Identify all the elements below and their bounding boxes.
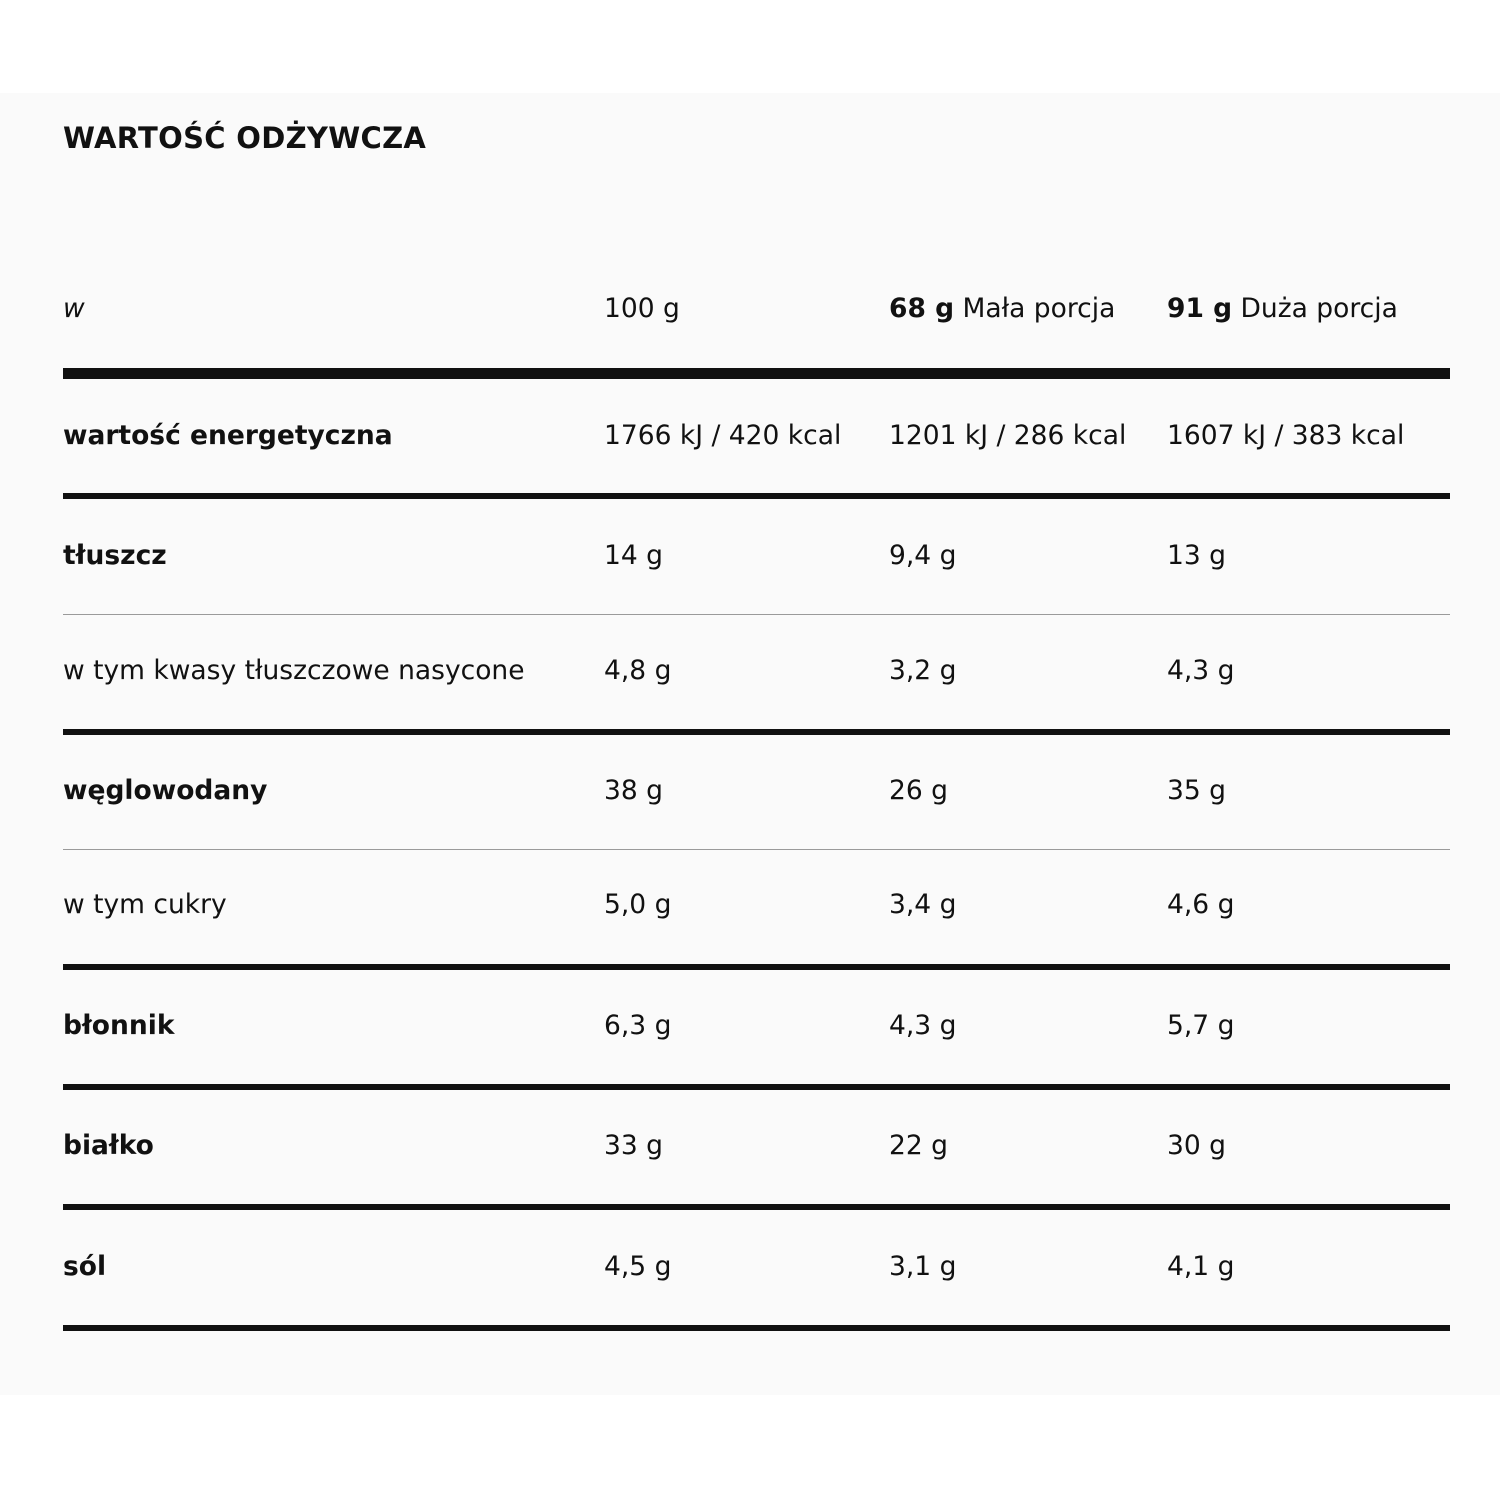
row-divider <box>63 1204 1450 1210</box>
header-divider <box>63 368 1450 379</box>
nutrient-name: sól <box>63 1251 107 1282</box>
header-per-label: w <box>63 293 85 324</box>
value-small-portion: 22 g <box>889 1130 948 1161</box>
value-small-portion: 3,2 g <box>889 655 957 686</box>
value-100g: 4,8 g <box>604 655 672 686</box>
table-row <box>63 1006 1450 1046</box>
table-row <box>63 536 1450 576</box>
row-divider <box>63 729 1450 735</box>
table-header-row <box>63 289 1450 329</box>
value-large-portion: 4,1 g <box>1167 1251 1235 1282</box>
page-title: WARTOŚĆ ODŻYWCZA <box>63 121 427 155</box>
table-row <box>63 1247 1450 1287</box>
header-small-portion <box>889 289 1115 329</box>
header-large-portion-label: Duża porcja <box>1240 293 1398 324</box>
row-divider <box>63 1084 1450 1090</box>
value-small-portion: 1201 kJ / 286 kcal <box>889 420 1127 451</box>
value-large-portion: 5,7 g <box>1167 1010 1235 1041</box>
table-row <box>63 1126 1450 1166</box>
value-small-portion: 26 g <box>889 775 948 806</box>
nutrient-name: węglowodany <box>63 775 268 806</box>
value-large-portion: 4,3 g <box>1167 655 1235 686</box>
header-100g: 100 g <box>604 293 680 324</box>
value-100g: 6,3 g <box>604 1010 672 1041</box>
value-100g: 1766 kJ / 420 kcal <box>604 420 842 451</box>
header-large-portion <box>1167 289 1398 329</box>
row-divider <box>63 964 1450 970</box>
value-large-portion: 30 g <box>1167 1130 1226 1161</box>
nutrient-name: tłuszcz <box>63 540 167 571</box>
row-divider <box>63 493 1450 499</box>
header-small-portion-amount: 68 g <box>889 293 955 324</box>
header-small-portion-label: Mała porcja <box>962 293 1116 324</box>
nutrient-name: w tym cukry <box>63 889 227 920</box>
value-large-portion: 13 g <box>1167 540 1226 571</box>
value-small-portion: 3,4 g <box>889 889 957 920</box>
value-small-portion: 4,3 g <box>889 1010 957 1041</box>
value-100g: 4,5 g <box>604 1251 672 1282</box>
table-bottom-divider <box>63 1325 1450 1331</box>
value-small-portion: 3,1 g <box>889 1251 957 1282</box>
value-large-portion: 1607 kJ / 383 kcal <box>1167 420 1405 451</box>
table-row <box>63 416 1450 456</box>
table-row <box>63 651 1450 691</box>
value-100g: 33 g <box>604 1130 663 1161</box>
table-row <box>63 771 1450 811</box>
nutrient-name: białko <box>63 1130 154 1161</box>
row-divider-thin <box>63 849 1450 850</box>
value-100g: 38 g <box>604 775 663 806</box>
table-row <box>63 885 1450 925</box>
nutrient-name: w tym kwasy tłuszczowe nasycone <box>63 655 525 686</box>
value-small-portion: 9,4 g <box>889 540 957 571</box>
header-large-portion-amount: 91 g <box>1167 293 1233 324</box>
value-large-portion: 35 g <box>1167 775 1226 806</box>
row-divider-thin <box>63 614 1450 615</box>
nutrient-name: wartość energetyczna <box>63 420 393 451</box>
value-100g: 5,0 g <box>604 889 672 920</box>
nutrient-name: błonnik <box>63 1010 175 1041</box>
nutrition-table <box>63 0 1450 1500</box>
value-large-portion: 4,6 g <box>1167 889 1235 920</box>
value-100g: 14 g <box>604 540 663 571</box>
